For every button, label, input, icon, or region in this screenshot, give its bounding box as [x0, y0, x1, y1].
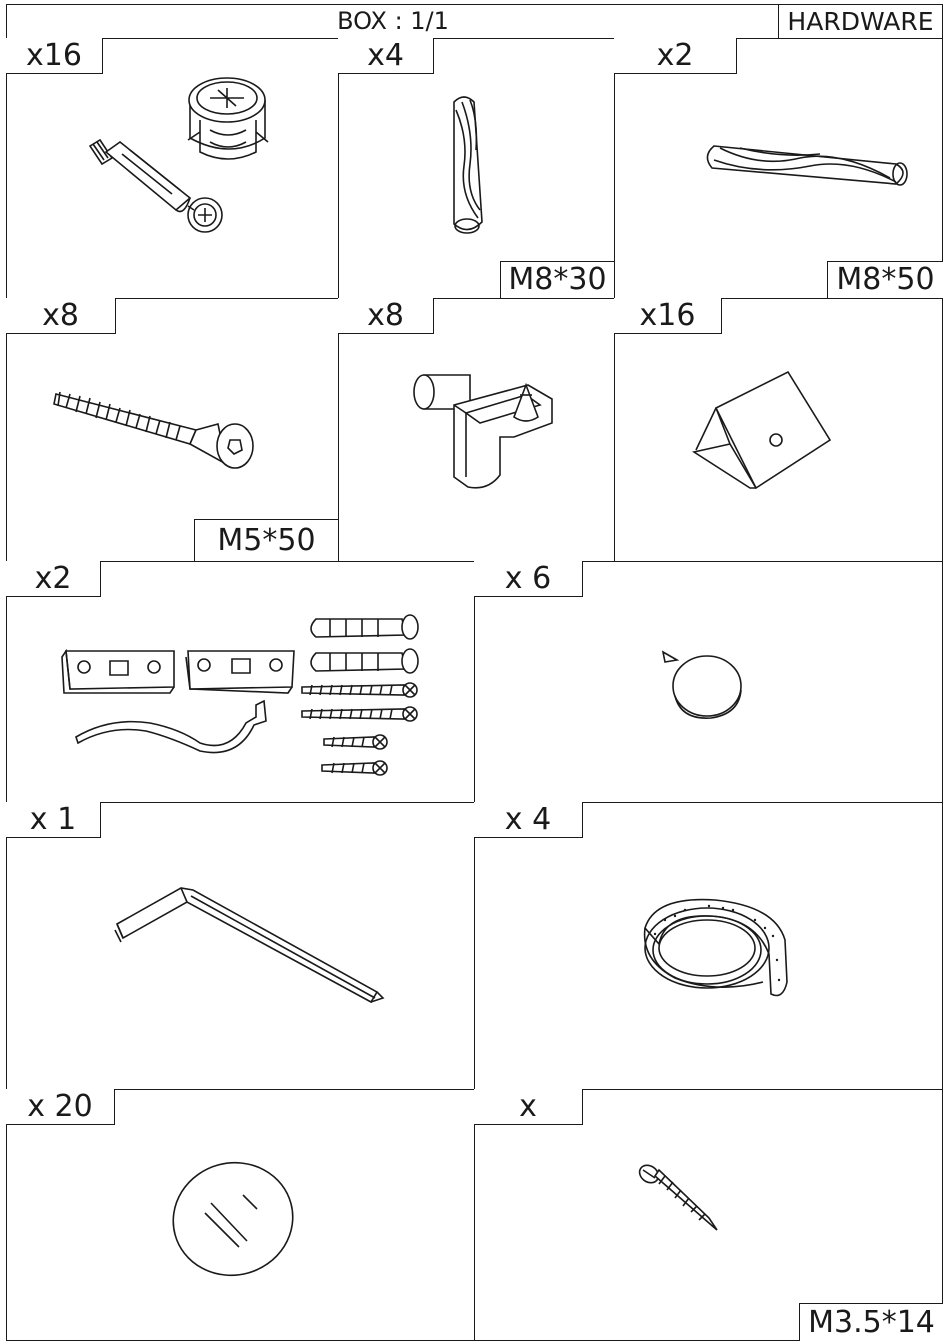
quantity-label: x 1	[6, 802, 101, 838]
shelf-pin-support-icon	[408, 365, 558, 495]
nail-glide-icon	[655, 640, 755, 730]
allen-key-icon	[105, 880, 390, 1020]
quantity-label: x2	[6, 561, 101, 597]
corner-block-icon	[690, 368, 840, 498]
size-label: M8*30	[500, 261, 614, 298]
quantity-label: x8	[6, 298, 116, 334]
quantity-label: x16	[614, 298, 722, 334]
size-label: M5*50	[194, 519, 338, 561]
grid-line	[6, 298, 943, 299]
quantity-label: x 20	[6, 1089, 115, 1125]
quantity-label: x 4	[474, 802, 583, 838]
grid-line	[474, 561, 475, 1341]
round-cover-cap-icon	[165, 1155, 305, 1285]
box-title: BOX : 1/1	[337, 7, 449, 35]
cam-lock-with-bolt-icon	[60, 60, 300, 260]
hardware-tag: HARDWARE	[778, 4, 942, 38]
quantity-label: x 6	[474, 561, 583, 597]
connector-screw-icon	[50, 380, 260, 480]
wooden-dowel-icon	[440, 90, 500, 240]
wood-screw-icon	[635, 1160, 725, 1240]
quantity-label: x16	[6, 38, 103, 74]
quantity-label: x8	[338, 298, 434, 334]
quantity-label: x	[474, 1089, 583, 1125]
grid-line	[6, 38, 943, 39]
foam-tape-roll-icon	[635, 890, 800, 1005]
quantity-label: x4	[338, 38, 434, 74]
long-wooden-dowel-icon	[700, 138, 910, 192]
size-label: M3.5*14	[799, 1303, 943, 1341]
anti-tip-kit-icon	[50, 605, 430, 785]
size-label: M8*50	[827, 261, 943, 298]
quantity-label: x2	[614, 38, 737, 74]
